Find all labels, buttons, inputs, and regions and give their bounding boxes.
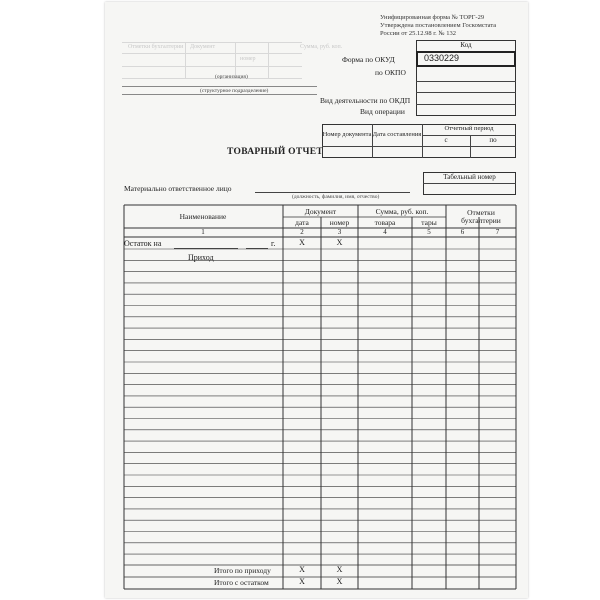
organization-line [122, 86, 317, 87]
tabel-label: Табельный номер [443, 172, 496, 181]
kod-label: Код [460, 40, 472, 49]
faint-doc-sub: номер [240, 56, 256, 62]
approval-date: России от 25.12.98 г. № 132 [380, 30, 456, 37]
col-number-1: 1 [201, 227, 205, 236]
tabel-divider [423, 183, 516, 184]
report-period-to: по [489, 135, 497, 144]
responsible-label: Материально ответственное лицо [124, 184, 232, 193]
total-balance-number-x: X [336, 577, 343, 587]
total-income-number-x: X [336, 565, 343, 575]
total-with-balance-label: Итого с остатком [214, 578, 269, 587]
balance-date-x: X [299, 238, 305, 248]
sum-goods-header: товара [374, 217, 396, 227]
responsible-line [255, 192, 410, 193]
okud-value: 0330229 [424, 53, 460, 63]
okpo-label: по ОКПО [375, 68, 406, 77]
report-divider [322, 146, 516, 147]
col-number-7: 7 [495, 227, 500, 236]
okdp-label: Вид деятельности по ОКДП [320, 96, 411, 105]
doc-number-header: номер [329, 217, 350, 227]
report-number-header: Номер документа [322, 131, 372, 139]
balance-date-line [174, 248, 238, 249]
report-period-from: с [444, 135, 448, 144]
code-divider [416, 104, 516, 105]
col-number-6: 6 [460, 227, 465, 236]
division-line [122, 94, 317, 95]
col-number-3: 3 [337, 227, 342, 236]
faint-sum-header: Сумма, руб. коп. [300, 44, 343, 50]
balance-year-line [246, 248, 268, 249]
faint-line [235, 42, 236, 78]
faint-line [185, 42, 186, 78]
faint-doc-header: Документ [190, 44, 216, 50]
sum-header: Сумма, руб. коп. [375, 206, 429, 216]
organization-hint: (организация) [215, 74, 248, 80]
total-balance-date-x: X [299, 577, 305, 587]
responsible-hint: (должность, фамилия, имя, отчество) [292, 194, 380, 200]
total-income-label: Итого по приходу [214, 566, 271, 575]
balance-label: Остаток на [124, 239, 162, 248]
sum-tare-header: тары [421, 217, 437, 227]
faint-line [122, 42, 302, 43]
col-number-4: 4 [383, 227, 387, 236]
division-hint: (структурное подразделение) [200, 88, 269, 94]
okud-label: Форма по ОКУД [342, 55, 395, 64]
report-title: ТОВАРНЫЙ ОТЧЕТ [227, 147, 324, 157]
name-header: Наименование [179, 212, 227, 222]
faint-line [122, 78, 302, 79]
form-number: Унифицированная форма № ТОРГ-29 [380, 14, 485, 21]
balance-number-x: X [336, 238, 343, 248]
balance-year-suffix: г. [271, 239, 276, 248]
operation-label: Вид операции [360, 107, 405, 116]
report-period-header: Отчетный период [444, 125, 494, 133]
faint-marks-header: Отметки бухгалтерии [128, 44, 184, 50]
faint-line [122, 66, 302, 67]
marks-header: Отметки бухгалтерии [461, 207, 501, 225]
faint-line [122, 53, 302, 54]
form-approval-header [380, 14, 496, 38]
approval-line: Утверждена постановлением Госкомстата [380, 22, 497, 29]
col-number-2: 2 [300, 227, 304, 236]
doc-header: Документ [304, 206, 337, 216]
code-divider [416, 81, 516, 82]
report-date-header: Дата составления [372, 131, 422, 139]
faint-line [268, 42, 269, 78]
doc-date-header: дата [295, 217, 309, 227]
total-income-date-x: X [299, 565, 305, 575]
code-divider [416, 92, 516, 93]
col-number-5: 5 [427, 227, 431, 236]
income-label: Приход [188, 253, 214, 262]
